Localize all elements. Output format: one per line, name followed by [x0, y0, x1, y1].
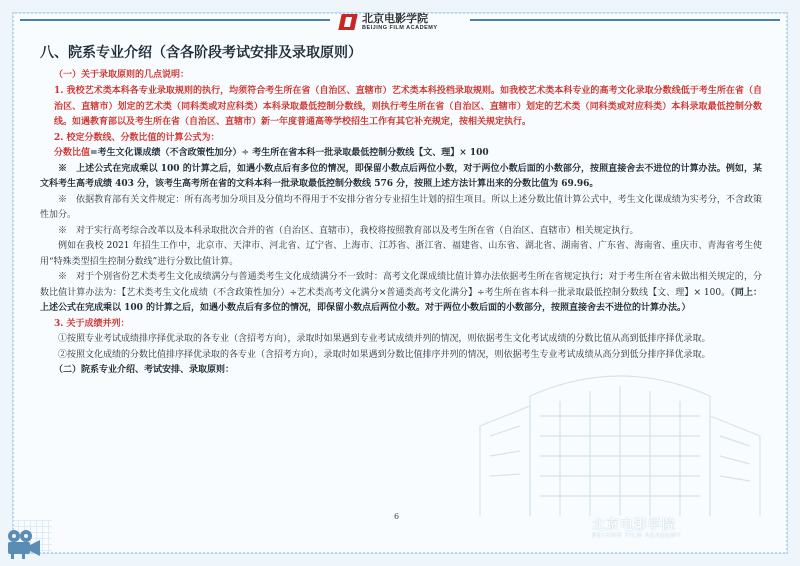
paragraph-item-3-title: 3. 关于成绩并列： — [54, 318, 130, 329]
subsection-title-departments: （二）院系专业介绍、考试安排、录取原则： — [54, 365, 235, 375]
header-logo — [340, 8, 460, 36]
footer-logo-cn: 北京电影学院 — [592, 518, 677, 533]
campus-building-watermark — [470, 356, 770, 526]
film-academy-logo-icon — [338, 14, 357, 30]
footer-logo — [592, 518, 682, 539]
subsection-title-admission-principles: （一）关于录取原则的几点说明： — [54, 70, 190, 80]
header-rule-right — [470, 19, 780, 21]
main-content — [40, 44, 762, 378]
film-camera-icon — [4, 528, 42, 560]
note-full-score-text: ※ 对于个别省份艺术类考生文化成绩满分与普通类考生文化成绩满分不一致时：高考文化课成绩比值计算办法依据考生所在省规定执行；对于考生所在省未做出相关规定的，分数比值计算办法为：【艺术类考生文化成绩（不含政策性加分）÷艺术类高考文化满分×普通类高考文化满分】÷考生所在省本科一批录取最低控制分数线【文、理】× 100。 — [40, 272, 762, 298]
note-rounding: ※ 上述公式在完成乘以 100 的计算之后，如遇小数点后有多位的情况，即保留小数点后两位小数，对于两位小数后面的小数部分，按照直接舍去不进位的计算办法。例如，某文科考生高考成绩 403 分，该考生高考所在省的文科本科一批录取最低控制分数线 576 分，按照上述方法计算出来的分数比值为 69.96。 — [40, 163, 762, 189]
rule-professional-tie: ①按照专业考试成绩排序择优录取的各专业（含招考方向），录取时如果遇到专业考试成绩并列的情况，则依据考生文化考试成绩的分数比值从高到低排序择优录取。 — [58, 334, 711, 344]
paragraph-item-1: 1. 我校艺术类本科各专业录取规则的执行，均须符合考生所在省（自治区、直辖市）艺术类本科投档录取规则。如我校艺术类本科专业的高考文化录取分数线低于考生所在省（自治区、直辖市）划定的艺术类（同科类或对应科类）本科录取最低控制分数线，则执行考生所在省（自治区、直辖市）划定的艺术类（同科类或对应科类）本科录取最低控制分数线。如遇教育部以及考生所在省（自治区、直辖市）新一年度普通高等学校招生工作有其它补充规定，按相关规定执行。 — [54, 86, 762, 127]
note-full-score-bold: （同上：上述公式在完成乘以 100 的计算之后，如遇小数点后有多位的情况，即保留小数点后两位小数。对于两位小数后面的小数部分，按照直接舍去不进位的计算办法。） — [40, 287, 762, 313]
paragraph-item-2-title: 2. 校定分数线、分数比值的计算公式为： — [54, 132, 220, 143]
rule-culture-tie: ②按照文化成绩的分数比值排序择优录取的各专业（含招考方向），录取时如果遇到分数比值排序并列的情况，则依据考生专业考试成绩从高分到低分排序择优录取。 — [58, 349, 711, 360]
formula-text: =考生文化课成绩（不含政策性加分）÷ 考生所在省本科一批录取最低控制分数线【文、理】× 100 — [90, 148, 489, 158]
header-logo-en: BEIJING FILM ACADEMY — [362, 24, 438, 31]
note-reform-provinces: ※ 对于实行高考综合改革以及本科录取批次合并的省（自治区、直辖市），我校将按照教育部以及考生所在省（自治区、直辖市）相关规定执行。 — [58, 225, 639, 236]
header-logo-cn: 北京电影学院 — [362, 11, 428, 25]
note-example-provinces: 例如在我校 2021 年招生工作中，北京市、天津市、河北省、辽宁省、上海市、江苏省、浙江省、福建省、山东省、湖北省、湖南省、广东省、海南省、重庆市、青海省考生使用“特殊类型招生控制分数线”进行分数比值计算。 — [40, 241, 762, 267]
note-policy-bonus: ※ 依据教育部有关文件规定：所有高考加分项目及分值均不得用于不安排分省分专业招生计划的招生项目。所以上述分数比值计算公式中，考生文化课成绩为实考分，不含政策性加分。 — [40, 194, 762, 220]
header — [0, 0, 800, 36]
formula-line — [40, 146, 762, 162]
note-full-score-mismatch — [40, 270, 762, 317]
page-number: 6 — [394, 512, 400, 521]
section-title: 八、院系专业介绍（含各阶段考试安排及录取原则） — [40, 45, 362, 61]
footer-logo-en: BEIJING FILM ACADEMY — [592, 533, 682, 539]
formula-label: 分数比值 — [54, 148, 91, 158]
header-rule-left — [20, 19, 330, 21]
